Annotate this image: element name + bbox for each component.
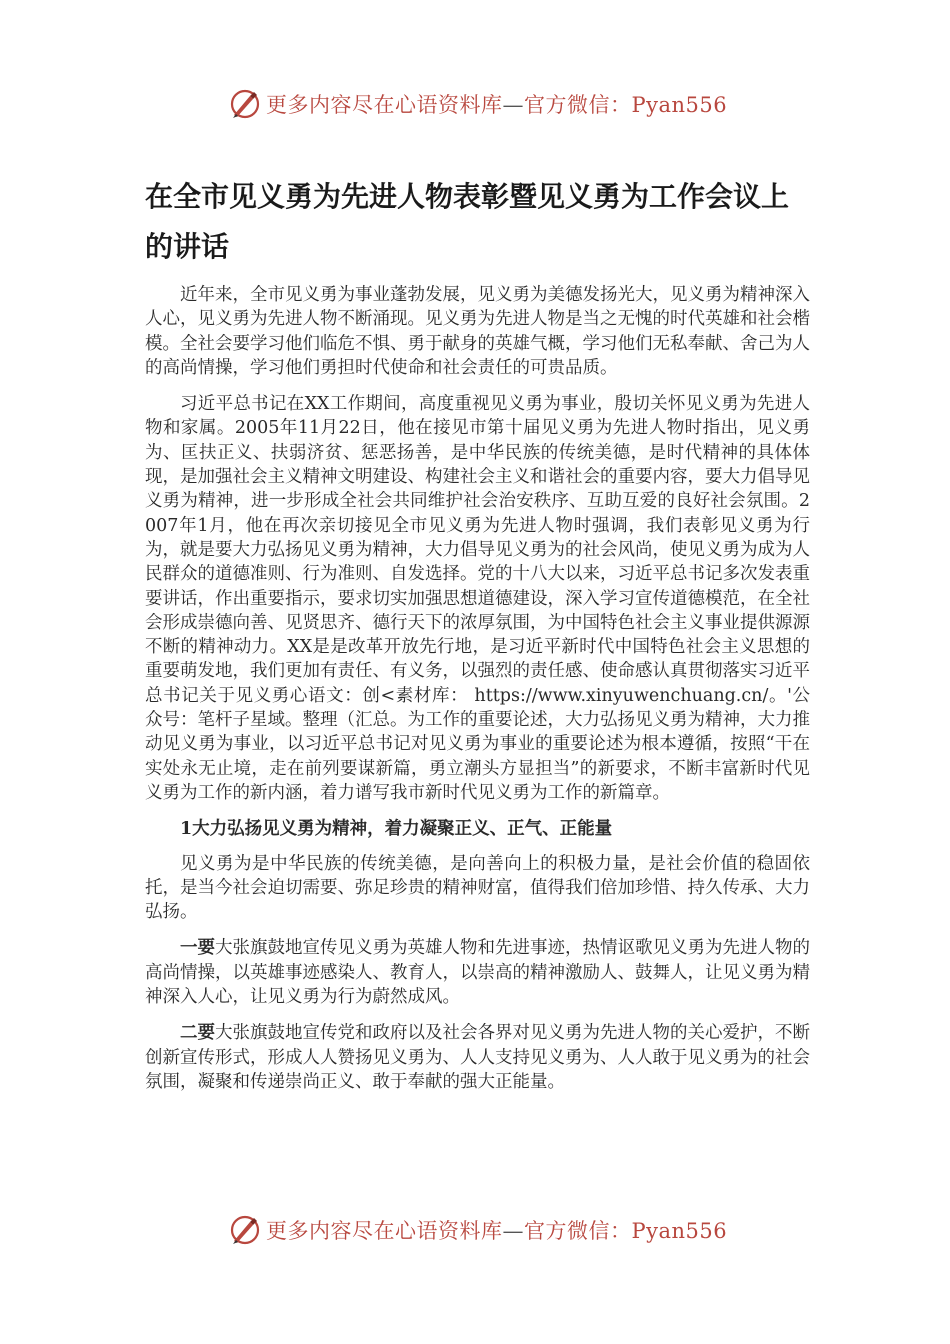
banner-wechat-id: Pyan556 bbox=[631, 1219, 728, 1243]
document-body bbox=[145, 283, 810, 1106]
banner-wechat-label: 官方微信： bbox=[524, 93, 632, 117]
header-banner bbox=[228, 84, 728, 124]
banner-text bbox=[266, 1215, 727, 1245]
paragraph-point-two bbox=[145, 1021, 810, 1094]
section-heading: 1大力弘扬见义勇为精神，着力凝聚正义、正气、正能量 bbox=[180, 819, 613, 840]
paragraph-intro: 近年来，全市见义勇为事业蓬勃发展，见义勇为美德发扬光大，见义勇为精神深入人心，见义勇为先进人物不断涌现。见义勇为先进人物是当之无愧的时代英雄和社会楷模。全社会要学习他们临危不惧、勇于献身的英雄气概，学习他们无私奉献、舍己为人的高尚情操，学习他们勇担时代使命和社会责任的可贵品质。 bbox=[145, 285, 810, 378]
point-one-text: 大张旗鼓地宣传见义勇为英雄人物和先进事迹，热情讴歌见义勇为先进人物的高尚情操，以英雄事迹感染人、教育人，以崇高的精神激励人、鼓舞人，让见义勇为精神深入人心，让见义勇为行为蔚然成风。 bbox=[145, 938, 810, 1008]
banner-separator: — bbox=[502, 1219, 524, 1243]
paragraph-virtue: 见义勇为是中华民族的传统美德，是向善向上的积极力量，是社会价值的稳固依托，是当今社会迫切需要、弥足珍贵的精神财富，值得我们倍加珍惜、持久传承、大力弘扬。 bbox=[145, 853, 810, 923]
banner-wechat-label: 官方微信： bbox=[524, 1219, 632, 1243]
banner-text bbox=[266, 89, 727, 119]
paragraph-point-one bbox=[145, 936, 810, 1009]
point-one-lead: 一要 bbox=[180, 938, 215, 959]
pen-logo-icon bbox=[228, 87, 262, 121]
document-title: 在全市见义勇为先进人物表彰暨见义勇为工作会议上的讲话 bbox=[145, 180, 790, 263]
banner-main-text: 更多内容尽在心语资料库 bbox=[266, 1219, 503, 1243]
banner-wechat-id: Pyan556 bbox=[631, 93, 728, 117]
point-two-lead: 二要 bbox=[180, 1023, 215, 1044]
paragraph-xi-remarks: 习近平总书记在XX工作期间，高度重视见义勇为事业，殷切关怀见义勇为先进人物和家属。2005年11月22日，他在接见市第十届见义勇为先进人物时指出，见义勇为、匡扶正义、扶弱济贫、惩恶扬善，是中华民族的传统美德，是时代精神的具体体现，是加强社会主义精神文明建设、构建社会主义和谐社会的重要内容，要大力倡导见义勇为精神，进一步形成全社会共同维护社会治安秩序、互助互爱的良好社会氛围。2007年1月，他在再次亲切接见全市见义勇为先进人物时强调，我们表彰见义勇为行为，就是要大力弘扬见义勇为精神，大力倡导见义勇为的社会风尚，使见义勇为成为人民群众的道德准则、行为准则、自发选择。党的十八大以来，习近平总书记多次发表重要讲话，作出重要指示，要求切实加强思想道德建设，深入学习宣传道德模范，在全社会形成崇德向善、见贤思齐、德行天下的浓厚氛围，为中国特色社会主义事业提供源源不断的精神动力。XX是是改革开放先行地，是习近平新时代中国特色社会主义思想的重要萌发地，我们更加有责任、有义务，以强烈的责任感、使命感认真贯彻落实习近平总书记关于见义勇心语文：创<素材库： https://www.xinyuwenchuang.cn/。'公众号：笔杆子星域。整理（汇总。为工作的重要论述，大力弘扬见义勇为精神，大力推动见义勇为事业，以习近平总书记对见义勇为事业的重要论述为根本遵循，按照“干在实处永无止境，走在前列要谋新篇，勇立潮头方显担当”的新要求，不断丰富新时代见义勇为工作的新内涵，着力谱写我市新时代见义勇为工作的新篇章。 bbox=[145, 394, 810, 803]
footer-banner bbox=[228, 1210, 728, 1250]
banner-main-text: 更多内容尽在心语资料库 bbox=[266, 93, 503, 117]
pen-logo-icon bbox=[228, 1213, 262, 1247]
point-two-text: 大张旗鼓地宣传党和政府以及社会各界对见义勇为先进人物的关心爱护，不断创新宣传形式，形成人人赞扬见义勇为、人人支持见义勇为、人人敢于见义勇为的社会氛围，凝聚和传递崇尚正义、敢于奉献的强大正能量。 bbox=[145, 1023, 810, 1092]
banner-separator: — bbox=[502, 93, 524, 117]
